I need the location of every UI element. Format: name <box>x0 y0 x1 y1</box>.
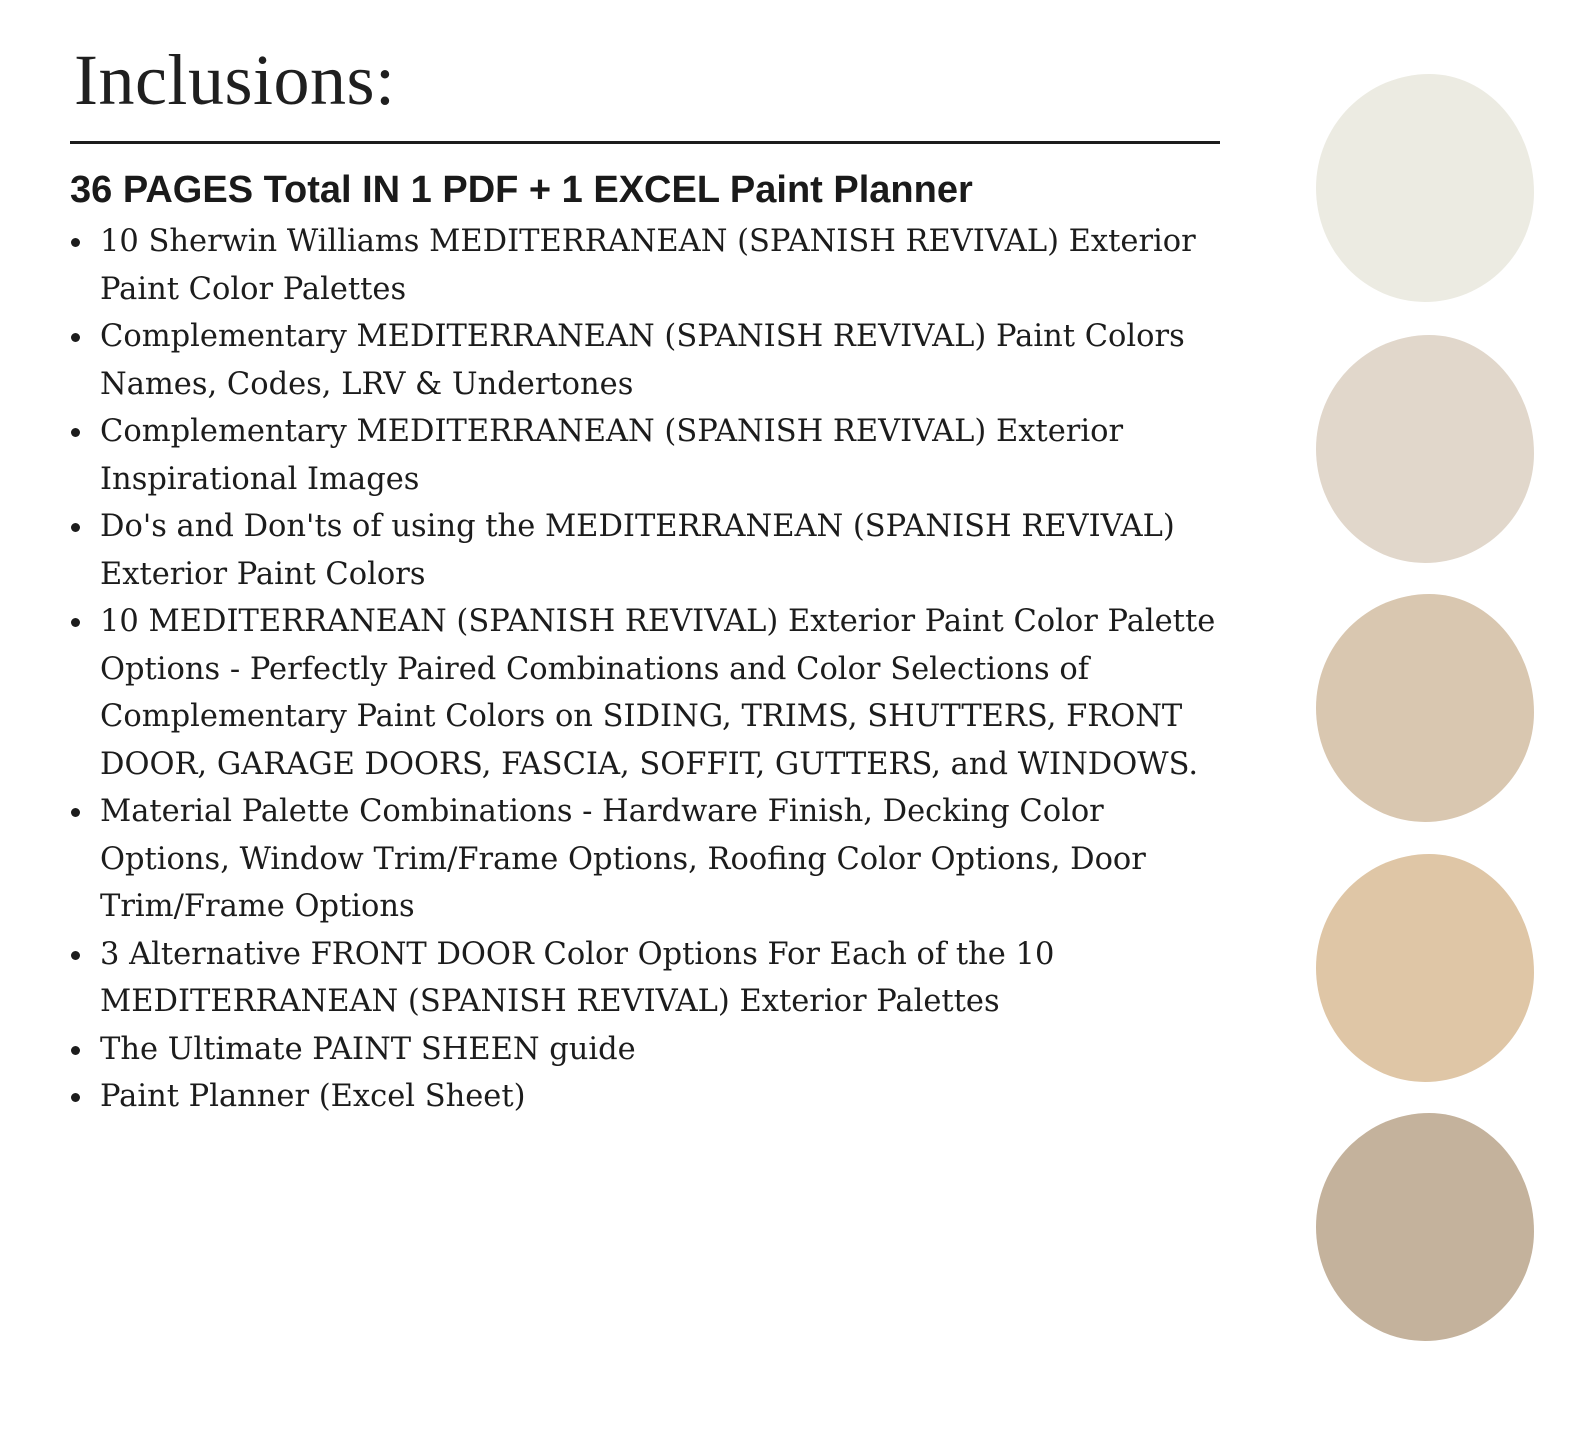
bullet-icon <box>71 238 80 247</box>
title-divider <box>70 141 1220 144</box>
paint-swatch <box>1316 594 1534 822</box>
paint-swatch <box>1316 1113 1534 1341</box>
list-item <box>70 788 1220 931</box>
paint-swatch <box>1316 854 1534 1082</box>
bullet-icon <box>71 951 80 960</box>
list-item-text: Material Palette Combinations - Hardware Finish, Decking Color Options, Window Trim/Frame Options, Roofing Color Options, Door Trim/Frame Options <box>100 794 1146 924</box>
page-title: Inclusions: <box>74 40 396 120</box>
list-item <box>70 598 1220 788</box>
list-item <box>70 408 1220 503</box>
list-item <box>70 503 1220 598</box>
list-item-text: Do's and Don'ts of using the MEDITERRANEAN (SPANISH REVIVAL) Exterior Paint Colors <box>100 509 1175 592</box>
list-item-text: 10 Sherwin Williams MEDITERRANEAN (SPANISH REVIVAL) Exterior Paint Color Palettes <box>100 224 1196 307</box>
summary-heading: 36 PAGES Total IN 1 PDF + 1 EXCEL Paint Planner <box>70 169 973 211</box>
bullet-icon <box>71 1093 80 1102</box>
bullet-icon <box>71 333 80 342</box>
paint-swatch <box>1316 335 1534 563</box>
list-item-text: 10 MEDITERRANEAN (SPANISH REVIVAL) Exterior Paint Color Palette Options - Perfectly Paired Combinations and Color Selections of Complementary Paint Colors on SIDING, TRIMS, SHUTTERS, FRONT DOOR, GARAGE DOORS, FASCIA, SOFFIT, GUTTERS, and WINDOWS. <box>100 604 1216 782</box>
list-item <box>70 313 1220 408</box>
list-item-text: The Ultimate PAINT SHEEN guide <box>100 1031 636 1067</box>
bullet-icon <box>71 808 80 817</box>
list-item-text: Paint Planner (Excel Sheet) <box>100 1079 526 1114</box>
paint-swatch <box>1316 74 1534 302</box>
list-item-text: Complementary MEDITERRANEAN (SPANISH REVIVAL) Paint Colors Names, Codes, LRV & Undertones <box>100 319 1185 402</box>
list-item-text: Complementary MEDITERRANEAN (SPANISH REVIVAL) Exterior Inspirational Images <box>100 414 1124 497</box>
bullet-icon <box>71 1046 80 1055</box>
inclusions-list <box>70 218 1220 1121</box>
list-item <box>70 218 1220 313</box>
list-item <box>70 1073 1220 1121</box>
bullet-icon <box>71 618 80 627</box>
list-item <box>70 931 1220 1026</box>
bullet-icon <box>71 523 80 532</box>
list-item-text: 3 Alternative FRONT DOOR Color Options For Each of the 10 MEDITERRANEAN (SPANISH REVIVAL) Exterior Palettes <box>100 936 1055 1019</box>
bullet-icon <box>71 428 80 437</box>
list-item <box>70 1026 1220 1074</box>
